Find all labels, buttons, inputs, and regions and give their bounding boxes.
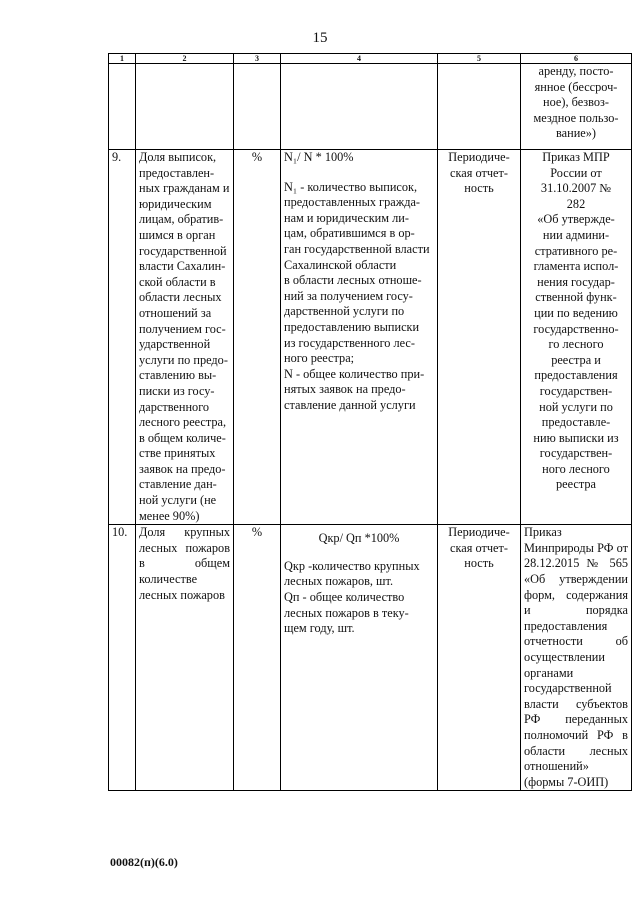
page-number: 15: [312, 30, 328, 46]
regulatory-document: Приказ МПР России от 31.10.2007 № 282 «Об утвержде- нии админи- стративного ре- гламента испол- нения государ- ственной функ- ции по ведению государственно- го лесного реестра и предоставления государствен- ной услуги по предоставле- нию выписки из государствен- ного лесного реестра: [521, 150, 632, 525]
header-col-5: 5: [438, 54, 521, 64]
data-source: Периодиче- ская отчет- ность: [438, 525, 521, 791]
indicator-name: Доля крупных лесных пожаров в общем количестве лесных пожаров: [136, 525, 234, 791]
formula-description: N₁ - количество выписок, предоставленных гражда- нам и юридическим ли- цам, обратившимся в ор- ган государственной власти Сахалинской области в области лесных отноше- ний за получением госу- дарственной услуги по предоставлению выписки из государственного лес- ного реестра; N - общее количество при- нятых заявок на предо- ставление данной услуги: [284, 179, 430, 412]
table-row-continuation: [109, 64, 632, 150]
document-code: 00082(п)(6.0): [110, 855, 178, 869]
cell-empty: [234, 64, 281, 150]
header-col-6: 6: [521, 54, 632, 64]
cell-empty: [109, 64, 136, 150]
table-row-10: [109, 525, 632, 791]
table-row-9: [109, 150, 632, 525]
formula: Qкр/ Qп *100%: [318, 531, 400, 546]
data-source: Периодиче- ская отчет- ность: [438, 150, 521, 525]
table-header-row: [109, 54, 632, 64]
formula: N₁/ N * 100%: [284, 150, 354, 164]
indicator-unit: %: [234, 150, 281, 525]
regulatory-document: Приказ Минприроды РФ от 28.12.2015 № 565 «Об утверждении форм, содержания и порядка предоставления отчетности об осуществлении органами государственной власти субъектов РФ переданных полномочий РФ в области лесных отношений» (формы 7-ОИП): [521, 525, 632, 791]
row-number: 9.: [109, 150, 136, 525]
formula-description: Qкр -количество крупных лесных пожаров, шт. Qп - общее количество лесных пожаров в теку- щем году, шт.: [284, 558, 420, 636]
header-col-4: 4: [281, 54, 438, 64]
calculation-cell: [281, 150, 438, 525]
cell-empty: [438, 64, 521, 150]
cell-empty: [281, 64, 438, 150]
cell-document-continuation: аренду, посто- янное (бессроч- ное), безвоз- мездное пользо- вание»): [521, 64, 632, 150]
row-number: 10.: [109, 525, 136, 791]
cell-empty: [136, 64, 234, 150]
header-col-3: 3: [234, 54, 281, 64]
calculation-cell: [281, 525, 438, 791]
header-col-1: 1: [109, 54, 136, 64]
header-col-2: 2: [136, 54, 234, 64]
indicators-table: [108, 53, 632, 791]
indicator-name: Доля выписок, предоставлен- ных гражданам и юридическим лицам, обратив- шимся в орган государственной власти Сахалин- ской области в области лесных отношений за получением гос- ударственной услуги по предо- ставлению вы- писки из госу- дарственного лесного реестра, в общем количе- стве принятых заявок на предо- ставление дан- ной услуги (не менее 90%): [136, 150, 234, 525]
indicator-unit: %: [234, 525, 281, 791]
